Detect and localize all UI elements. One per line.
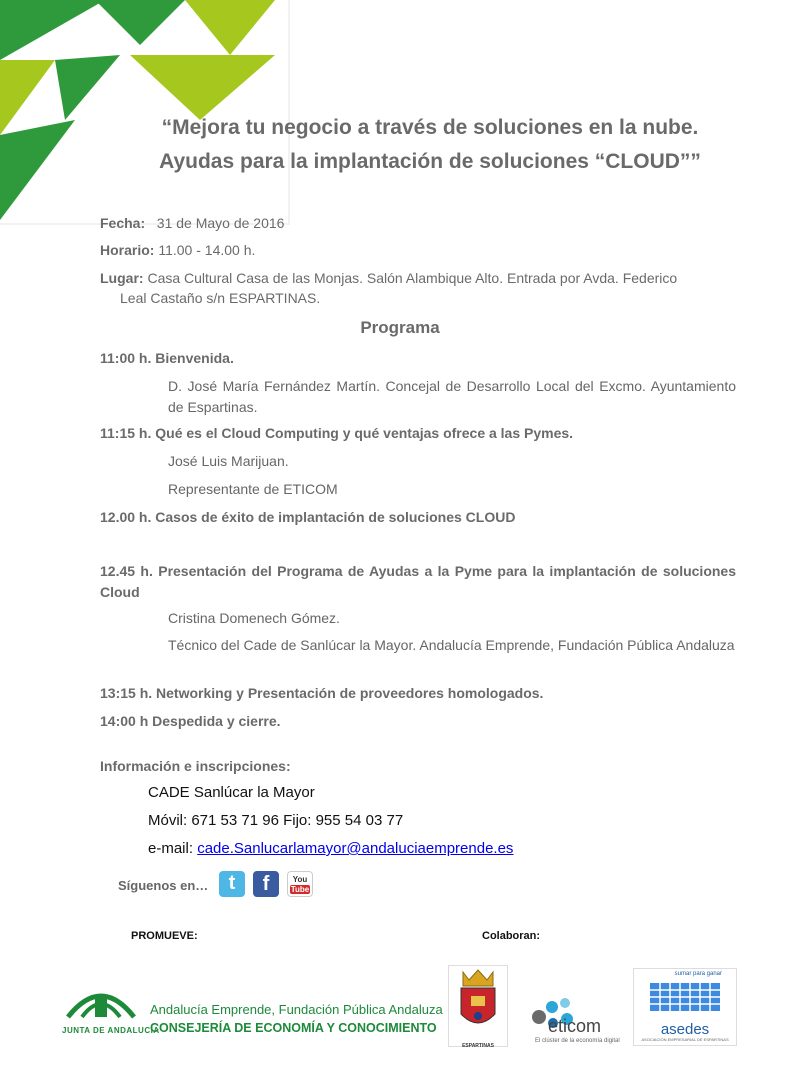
youtube-glyph-2: Tube [290,885,310,894]
twitter-glyph: t [228,872,236,894]
horario-label: Horario: [100,242,155,258]
program-item-3-title: 12.00 h. Casos de éxito de implantación de soluciones CLOUD [100,509,516,525]
program-item-6-title: 14:00 h Despedida y cierre. [100,713,281,729]
corner-decoration [0,0,290,225]
fecha-value: 31 de Mayo de 2016 [156,215,285,231]
horario-row [100,242,255,258]
andalucia-emprende-text: Andalucía Emprende, Fundación Pública Andaluza [150,1002,443,1017]
consejeria-text: CONSEJERÍA DE ECONOMÍA Y CONOCIMIENTO [150,1021,437,1035]
email-link[interactable]: cade.Sanlucarlamayor@andaluciaemprende.es [197,840,514,857]
program-item-4-title: 12.45 h. Presentación del Programa de Ayudas a la Pyme para la implantación de soluciones Cloud [100,563,736,600]
asedes-grid-icon [634,977,736,1017]
green-triangle-2 [95,0,185,45]
lugar-row [100,270,677,286]
espartinas-text: ESPARTINAS [462,1043,494,1049]
email-row [148,840,513,857]
program-item-2-detail-1: José Luis Marijuan. [168,453,289,469]
program-item-2-detail-2: Representante de ETICOM [168,481,338,497]
info-heading: Información e inscripciones: [100,758,291,774]
program-item-2-title: 11:15 h. Qué es el Cloud Computing y qué ventajas ofrece a las Pymes. [100,425,574,441]
lugar-value-line1: Casa Cultural Casa de las Monjas. Salón Alambique Alto. Entrada por Avda. Federico [147,270,678,286]
youtube-glyph-1: You [292,875,308,884]
eticom-name: eticom [548,1016,602,1036]
fecha-row [100,215,284,231]
title-line-2: Ayudas para la implantación de soluciones “CLOUD”” [159,150,701,173]
lime-triangle-3 [0,60,55,135]
promueve-label: PROMUEVE: [131,930,198,942]
horario-value: 11.00 - 14.00 h. [158,242,256,258]
green-triangle-1 [0,0,105,60]
program-item-4-detail-1: Cristina Domenech Gómez. [168,610,340,626]
youtube-icon[interactable] [287,871,313,897]
asedes-logo [633,968,737,1046]
program-item-4-detail-2: Técnico del Cade de Sanlúcar la Mayor. Andalucía Emprende, Fundación Pública Andaluza [168,637,735,653]
facebook-icon[interactable] [253,871,279,897]
program-item-5-title: 13:15 h. Networking y Presentación de proveedores homologados. [100,685,544,701]
asedes-tagline: sumar para ganar [674,971,722,977]
twitter-icon[interactable] [219,871,245,897]
crest-icon [449,966,507,1038]
fecha-label: Fecha: [100,215,146,231]
cade-name: CADE Sanlúcar la Mayor [148,784,315,801]
email-label: e-mail: [148,840,194,857]
program-item-1-title: 11:00 h. Bienvenida. [100,350,234,366]
colaboran-label: Colaboran: [482,930,541,942]
asedes-name: asedes [660,1021,710,1038]
lime-triangle-2 [130,55,275,120]
lime-triangle-1 [185,0,275,55]
espartinas-crest [448,965,508,1047]
junta-andalucia-logo [62,983,140,1023]
green-triangle-3 [55,55,120,120]
lugar-value-line2: Leal Castaño s/n ESPARTINAS. [120,290,321,306]
eticom-tagline: El clúster de la economía digital [535,1038,620,1044]
facebook-glyph: f [262,873,270,895]
asedes-sub: ASOCIACIÓN EMPRESARIAL DE ESPARTINAS [641,1037,729,1042]
green-triangle-4 [0,120,75,220]
program-item-1-detail: D. José María Fernández Martín. Concejal de Desarrollo Local del Excmo. Ayuntamiento de Espartinas. [168,378,736,415]
programa-heading: Programa [360,318,440,337]
lugar-label: Lugar: [100,270,144,286]
phone-numbers: Móvil: 671 53 71 96 Fijo: 955 54 03 77 [148,812,404,829]
junta-text: JUNTA DE ANDALUCIA [62,1026,160,1035]
social-label: Síguenos en… [118,878,209,893]
title-line-1: “Mejora tu negocio a través de soluciones en la nube. [161,116,699,139]
